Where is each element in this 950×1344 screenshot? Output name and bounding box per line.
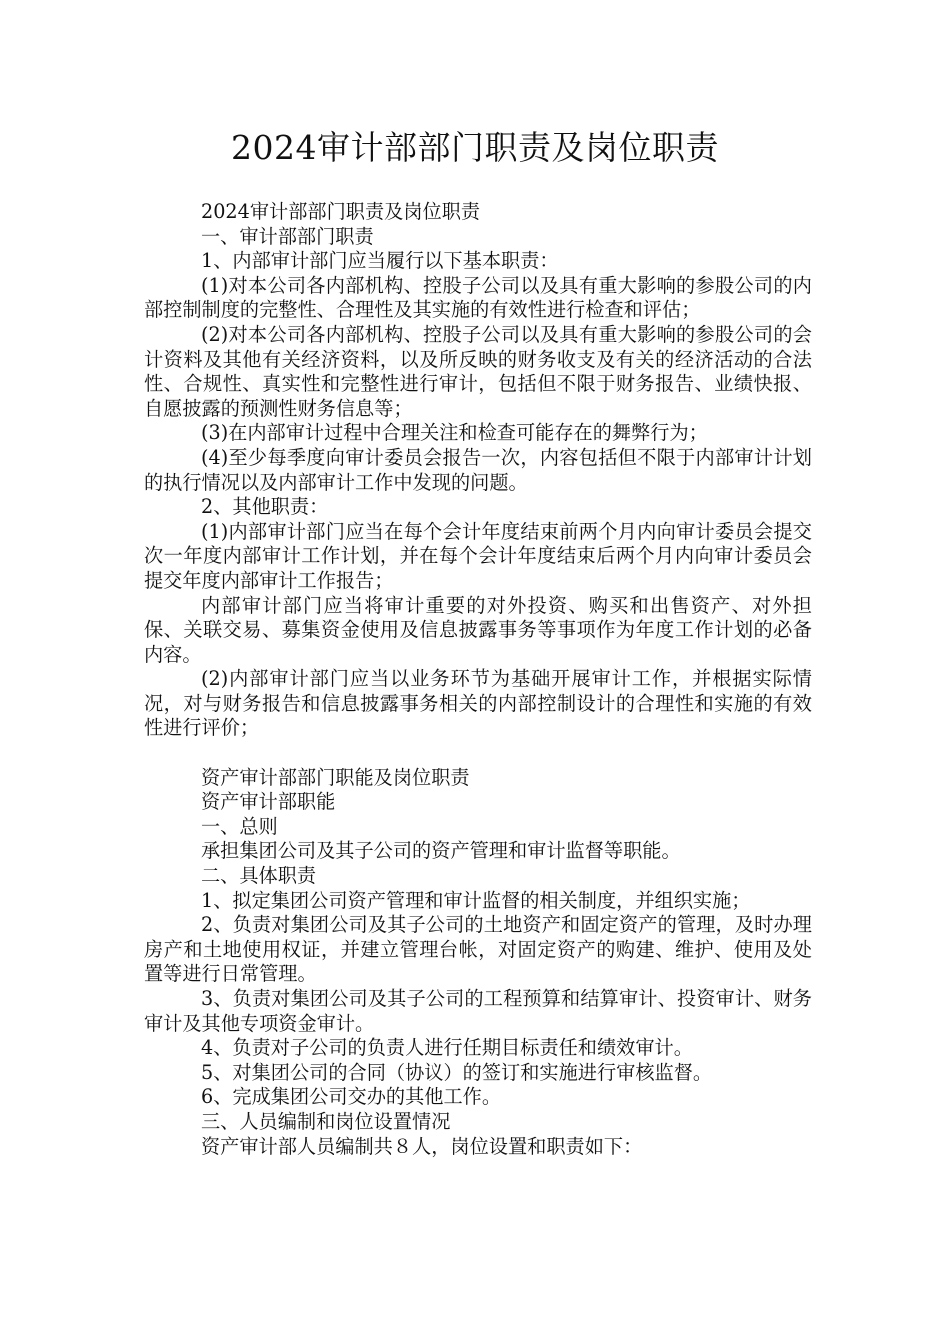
section-heading-general: 一、总则 <box>201 814 278 838</box>
paragraph-duty-1: (1)对本公司各内部机构、控股子公司以及具有重大影响的参股公司的内部控制制度的完整性、合理性及其实施的有效性进行检查和评估； <box>144 273 812 322</box>
section-heading-asset-audit: 资产审计部部门职能及岗位职责 <box>201 765 470 789</box>
paragraph-specific-duty-6: 6、完成集团公司交办的其他工作。 <box>201 1085 502 1109</box>
paragraph-subtitle: 2024审计部部门职责及岗位职责 <box>201 200 481 223</box>
document-body <box>144 200 812 1159</box>
paragraph-specific-duty-2: 2、负责对集团公司及其子公司的土地资产和固定资产的管理，及时办理房产和土地使用权证，并建立管理台帐，对固定资产的购建、维护、使用及处置等进行日常管理。 <box>144 913 812 986</box>
paragraph-other-duty-1: (1)内部审计部门应当在每个会计年度结束前两个月内向审计委员会提交次一年度内部审计工作计划，并在每个会计年度结束后两个月内向审计委员会提交年度内部审计工作报告； <box>144 519 812 592</box>
paragraph-duty-4: (4)至少每季度向审计委员会报告一次，内容包括但不限于内部审计计划的执行情况以及内部审计工作中发现的问题。 <box>144 445 812 494</box>
paragraph-duty-3: (3)在内部审计过程中合理关注和检查可能存在的舞弊行为； <box>201 421 708 445</box>
document-title: 2024审计部部门职责及岗位职责 <box>231 128 719 167</box>
paragraph-staffing: 资产审计部人员编制共８人，岗位设置和职责如下： <box>201 1134 643 1158</box>
paragraph-duty-2: (2)对本公司各内部机构、控股子公司以及具有重大影响的参股公司的会计资料及其他有关经济资料，以及所反映的财务收支及有关的经济活动的合法性、合规性、真实性和完整性进行审计，包括但不限于财务报告、业绩快报、自愿披露的预测性财务信息等； <box>144 322 812 420</box>
paragraph-general: 承担集团公司及其子公司的资产管理和审计监督等职能。 <box>201 839 681 863</box>
paragraph-other-duty-2: (2)内部审计部门应当以业务环节为基础开展审计工作，并根据实际情况，对与财务报告和信息披露事务相关的内部控制设计的合理性和实施的有效性进行评价； <box>144 667 812 740</box>
paragraph-specific-duty-4: 4、负责对子公司的负责人进行任期目标责任和绩效审计。 <box>201 1036 693 1060</box>
paragraph-annual-plan: 内部审计部门应当将审计重要的对外投资、购买和出售资产、对外担保、关联交易、募集资金使用及信息披露事务等事项作为年度工作计划的必备内容。 <box>144 593 812 666</box>
paragraph-specific-duty-1: 1、拟定集团公司资产管理和审计监督的相关制度，并组织实施； <box>201 888 751 912</box>
paragraph-basic-duties-intro: 1、内部审计部门应当履行以下基本职责： <box>201 249 559 273</box>
paragraph-specific-duty-5: 5、对集团公司的合同（协议）的签订和实施进行审核监督。 <box>201 1060 713 1084</box>
section-heading-dept-duties: 一、审计部部门职责 <box>201 224 374 248</box>
paragraph-other-duties-intro: 2、其他职责： <box>201 495 329 519</box>
section-heading-staffing: 三、人员编制和岗位设置情况 <box>201 1109 451 1133</box>
paragraph-specific-duty-3: 3、负责对集团公司及其子公司的工程预算和结算审计、投资审计、财务审计及其他专项资金审计。 <box>144 987 812 1035</box>
paragraph-asset-audit-functions: 资产审计部职能 <box>201 790 336 814</box>
section-heading-specific-duties: 二、具体职责 <box>201 864 317 888</box>
